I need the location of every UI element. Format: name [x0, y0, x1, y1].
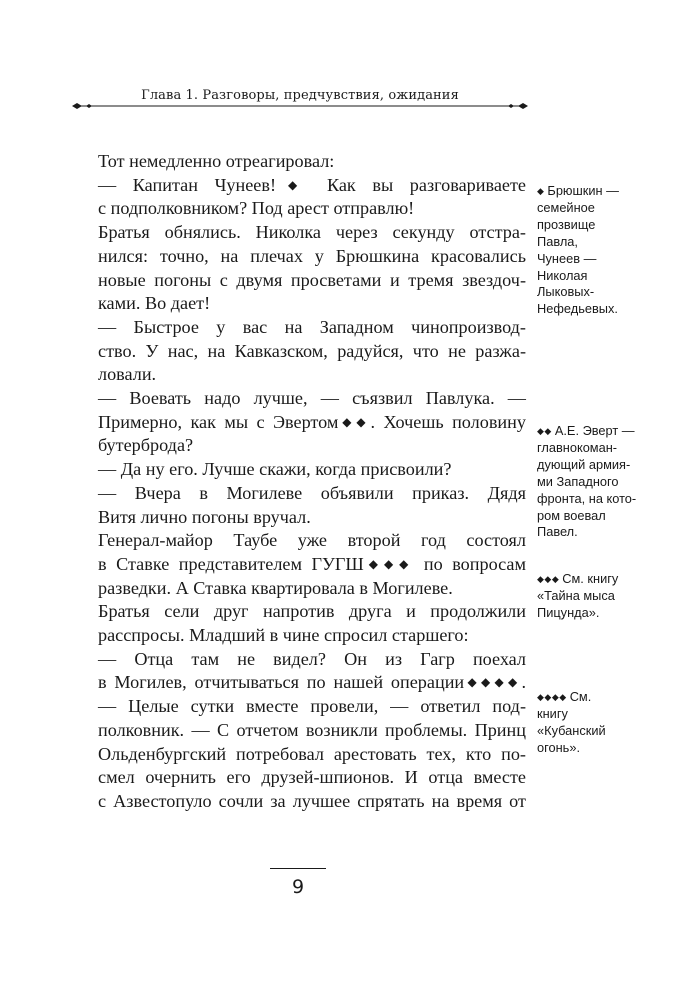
text-line-content: с Азвестопуло сочли за лучшее спрятать на время от: [98, 790, 526, 811]
text-line-content: ловали.: [98, 364, 157, 385]
text-line-content: ство. У нас, на Кавказском, радуйся, что не разжа-: [98, 340, 526, 361]
text-line-rest: Как вы разговариваете: [310, 174, 526, 195]
footnote-line: «Тайна мыса: [537, 587, 615, 603]
footnote-line: ◆ Брюшкин —: [537, 183, 619, 198]
footnote-line: фронта, на кото-: [537, 490, 637, 506]
footnote-line: Лыковых-: [537, 284, 595, 300]
text-line-content: в Могилев, отчитываться по нашей операции: [98, 672, 465, 693]
text-line-content: — Воевать надо лучше, — съязвил Павлука. —: [98, 388, 526, 409]
text-line: [98, 363, 526, 387]
text-line: [98, 292, 526, 316]
text-line: [98, 340, 526, 364]
text-line: [98, 411, 526, 435]
text-line: [98, 766, 526, 790]
text-line-content: новые погоны с двумя просветами и тремя звездоч-: [98, 269, 526, 290]
text-line-content: Братья обнялись. Николка через секунду отстра-: [98, 222, 526, 243]
text-line-content: — Отца там не видел? Он из Гагр поехал: [98, 648, 526, 669]
footnote-marker[interactable]: ◆◆◆◆: [464, 675, 522, 690]
text-line: [98, 150, 526, 174]
text-line: [98, 600, 526, 624]
footnote-line: Николая: [537, 267, 588, 283]
footnote-line: ◆◆◆◆ См.: [537, 689, 592, 704]
text-line-content: ками. Во дает!: [98, 293, 211, 314]
footnote-line: ми Западного: [537, 473, 619, 489]
text-line-content: Примерно, как мы с Эвертом: [98, 411, 339, 432]
footnote-line: главнокоман-: [537, 439, 618, 455]
footnote-marker[interactable]: ◆◆◆: [363, 556, 415, 571]
text-line-content: Братья сели друг напротив друга и продолжили: [98, 601, 526, 622]
page-number-rule: [270, 868, 326, 869]
footnote-line: Павел.: [537, 524, 578, 540]
text-line-content: нился: точно, на плечах у Брюшкина красовались: [98, 245, 526, 266]
text-line-content: Ольденбургский потребовал арестовать тех, кто по-: [98, 743, 526, 764]
text-line: [98, 743, 526, 767]
footnote-marker[interactable]: ◆◆: [338, 414, 371, 429]
footnote-marker: ◆◆: [537, 426, 555, 436]
text-line: [98, 624, 526, 648]
body-text: [98, 150, 526, 814]
margin-footnote: [537, 183, 657, 318]
text-line: [98, 434, 526, 458]
footnote-line: Нефедьевых.: [537, 301, 618, 317]
page-number: 9: [291, 876, 305, 898]
footnote-line: дующий армия-: [537, 456, 631, 472]
text-line-content: Витя лично погоны вручал.: [98, 506, 311, 527]
text-line: [98, 671, 526, 695]
footnote-line: огонь».: [537, 739, 581, 755]
footnote-marker[interactable]: ◆: [276, 177, 311, 192]
text-line-content: с подполковником? Под арест отправлю!: [98, 198, 415, 219]
text-line: [98, 458, 526, 482]
footnote-line: «Кубанский: [537, 722, 606, 738]
text-line: [98, 387, 526, 411]
text-line-content: расспросы. Младший в чине спросил старшего:: [98, 625, 469, 646]
footnote-marker: ◆: [537, 186, 548, 196]
text-line-content: — Целые сутки вместе провели, — ответил под-: [98, 696, 526, 717]
footnote-line: прозвище: [537, 216, 596, 232]
text-line-content: — Да ну его. Лучше скажи, когда присвоили?: [98, 459, 452, 480]
header-ornament-rule: [70, 99, 530, 113]
text-line: [98, 316, 526, 340]
text-line-content: Тот немедленно отреагировал:: [98, 151, 335, 171]
text-line-content: полковник. — С отчетом возникли проблемы. Принц: [98, 719, 526, 740]
footnote-marker: ◆◆◆: [537, 574, 563, 584]
text-line-content: разведки. А Ставка квартировала в Могилеве.: [98, 577, 453, 598]
text-line: [98, 695, 526, 719]
text-line-content: бутерброда?: [98, 435, 194, 456]
text-line: [98, 197, 526, 221]
text-line-content: смел очернить его друзей-шпионов. И отца вместе: [98, 767, 526, 788]
text-line-content: — Быстрое у вас на Западном чинопроизвод-: [98, 316, 526, 337]
text-line-rest: по вопросам: [414, 553, 527, 574]
margin-footnote: [537, 689, 657, 757]
text-line: [98, 529, 526, 553]
footnote-line: Павла,: [537, 233, 578, 249]
margin-footnote: [537, 423, 657, 541]
text-line-content: в Ставке представителем ГУГШ: [98, 553, 364, 574]
text-line-rest: . Хочешь половину: [370, 411, 526, 432]
text-line: [98, 719, 526, 743]
text-line: [98, 174, 526, 198]
text-line: [98, 577, 526, 601]
text-line: [98, 221, 526, 245]
text-line: [98, 790, 526, 814]
text-line: [98, 482, 526, 506]
text-line-content: Генерал-майор Таубе уже второй год состоял: [98, 530, 526, 551]
text-line-rest: .: [521, 672, 526, 693]
text-line-content: — Капитан Чунеев!: [98, 174, 276, 195]
footnote-line: семейное: [537, 199, 595, 215]
text-line: [98, 648, 526, 672]
margin-footnote: [537, 571, 657, 622]
footnote-marker: ◆◆◆◆: [537, 692, 570, 702]
footnote-line: Чунеев —: [537, 250, 597, 266]
text-line: [98, 245, 526, 269]
text-line: [98, 269, 526, 293]
footnote-line: книгу: [537, 705, 568, 721]
text-line: [98, 506, 526, 530]
footnote-line: Пицунда».: [537, 604, 600, 620]
footnote-line: ◆◆ А.Е. Эверт —: [537, 423, 635, 438]
running-head: Глава 1. Разговоры, предчувствия, ожидания: [141, 88, 459, 103]
text-line: [98, 553, 526, 577]
footnote-line: ◆◆◆ См. книгу: [537, 571, 619, 586]
footnote-line: ром воевал: [537, 507, 606, 523]
text-line-content: — Вчера в Могилеве объявили приказ. Дядя: [98, 482, 526, 503]
